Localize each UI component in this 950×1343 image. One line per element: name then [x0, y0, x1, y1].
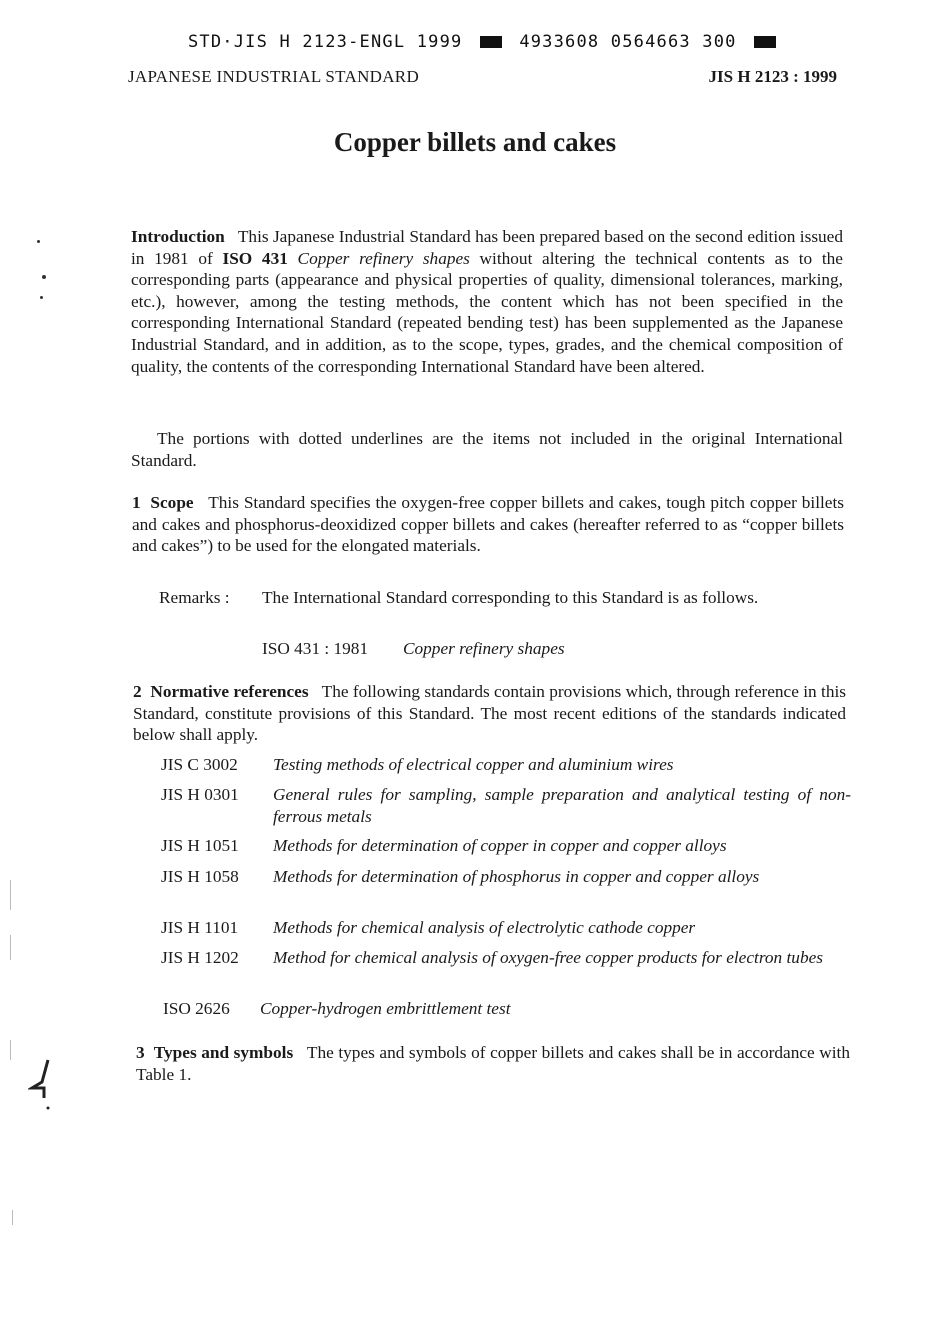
types-text: The types and symbols of copper billets and cakes shall be in accordance with Table 1.	[136, 1043, 851, 1084]
reference-code: JIS H 0301	[161, 785, 239, 804]
types-number: 3	[136, 1043, 145, 1062]
stamp-block-mark	[480, 36, 502, 48]
reference-code: JIS H 1058	[161, 867, 239, 886]
remarks-iso-code: ISO 431 : 1981	[262, 639, 369, 658]
page-title: Copper billets and cakes	[333, 127, 617, 157]
reference-title: Methods for chemical analysis of electrolytic cathode copper	[273, 918, 696, 937]
stamp-left-text: STD·JIS H 2123-ENGL 1999	[188, 32, 463, 52]
stamp-block-mark	[754, 36, 776, 48]
introduction-iso-title: Copper refinery shapes	[297, 248, 470, 268]
header-standard-number: JIS H 2123 : 1999	[708, 67, 837, 86]
reference-item	[161, 917, 851, 939]
normative-paragraph	[133, 681, 846, 746]
scan-edge-line	[10, 880, 11, 910]
scan-speck	[42, 275, 46, 279]
reference-code: JIS H 1051	[161, 836, 239, 855]
scan-pen-mark	[28, 1058, 52, 1118]
scope-text: This Standard specifies the oxygen-free copper billets and cakes, tough pitch copper billets and cakes and phosphorus-deoxidized copper billets and cakes (hereafter referred to as “copper billets and cakes”) to be used for the elongated materials.	[132, 493, 844, 556]
document-stamp	[188, 32, 782, 52]
reference-code: JIS H 1202	[161, 948, 239, 967]
introduction-heading: Introduction	[131, 227, 225, 246]
reference-item	[161, 998, 851, 1020]
reference-title: Methods for determination of phosphorus in copper and copper alloys	[273, 867, 760, 886]
scope-heading: Scope	[150, 493, 194, 512]
scan-edge-line	[10, 1040, 11, 1060]
reference-item	[161, 947, 851, 991]
reference-item	[161, 754, 851, 776]
scan-speck	[37, 240, 40, 243]
normative-heading: Normative references	[150, 682, 309, 701]
remarks-iso-reference	[262, 638, 844, 660]
reference-code: ISO 2626	[163, 999, 230, 1018]
reference-code: JIS C 3002	[161, 755, 238, 774]
introduction-note: The portions with dotted underlines are the items not included in the original International Standard.	[131, 429, 843, 470]
reference-item	[161, 835, 851, 857]
introduction-text-2: without altering the technical contents as to the corresponding parts (appearance and physical properties of quality, dimensional tolerances, marking, etc.), however, among the testing methods, the content which has not been specified in the corresponding International Standard (repeated bending test) has been supplemented as the Japanese Industrial Standard, and in addition, as to the scope, types, grades, and the chemical composition of quality, the contents of the corresponding International Standard have been altered.	[131, 248, 843, 376]
remarks-label: Remarks :	[159, 588, 230, 607]
scan-speck	[40, 296, 43, 299]
reference-title: General rules for sampling, sample preparation and analytical testing of non-ferrous metals	[273, 785, 851, 826]
scan-edge-line	[10, 935, 11, 960]
normative-number: 2	[133, 682, 142, 701]
normative-text: The following standards contain provisions which, through reference in this Standard, constitute provisions of this Standard. The most recent editions of the standards indicated below shall apply.	[133, 682, 847, 745]
introduction-text-1: This Japanese Industrial Standard has been prepared based on the second edition issued in 1981 of	[131, 227, 843, 268]
scope-paragraph	[132, 492, 844, 557]
scan-edge-line	[12, 1210, 13, 1225]
scope-number: 1	[132, 493, 141, 512]
reference-title: Copper-hydrogen embrittlement test	[260, 999, 511, 1018]
remarks-text: The International Standard corresponding to this Standard is as follows.	[262, 588, 759, 607]
reference-code: JIS H 1101	[161, 918, 239, 937]
types-paragraph	[136, 1042, 850, 1085]
introduction-paragraph	[131, 226, 843, 377]
remarks-iso-title: Copper refinery shapes	[403, 639, 565, 658]
types-heading: Types and symbols	[153, 1043, 294, 1062]
reference-title: Method for chemical analysis of oxygen-free copper products for electron tubes	[273, 948, 823, 967]
reference-title: Methods for determination of copper in copper and copper alloys	[273, 836, 727, 855]
reference-title: Testing methods of electrical copper and aluminium wires	[273, 755, 674, 774]
header-standard-name: JAPANESE INDUSTRIAL STANDARD	[128, 67, 420, 86]
stamp-right-text: 4933608 0564663 300	[519, 32, 737, 52]
introduction-iso-ref: ISO 431	[222, 248, 288, 268]
reference-item	[161, 866, 851, 910]
reference-item	[161, 784, 851, 828]
